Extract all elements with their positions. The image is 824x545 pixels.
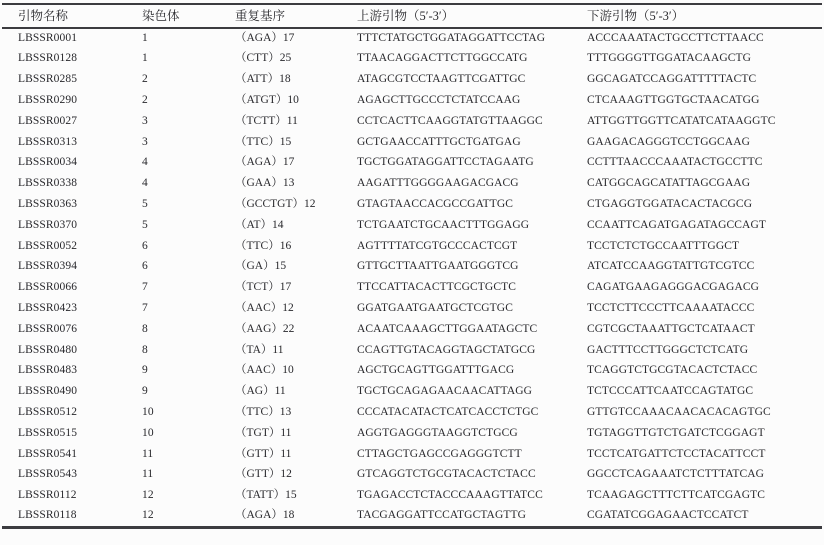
cell-primer-name: LBSSR0118 [18, 509, 77, 522]
cell-primer-name: LBSSR0290 [18, 94, 78, 107]
col-header-reverse-primer: 下游引物（5′-3′） [587, 8, 685, 23]
cell-reverse-primer: TCCTCTTCCCTTCAAAATACCC [587, 302, 755, 314]
cell-reverse-primer: GGCCTCAGAAATCTCTTTATCAG [587, 468, 765, 481]
table-row [2, 402, 822, 423]
table-row [2, 49, 822, 70]
cell-primer-name: LBSSR0027 [18, 114, 78, 127]
cell-chromosome: 12 [142, 509, 154, 522]
cell-reverse-primer: TCCTCATGATTCTCCTACATTCCT [587, 447, 766, 460]
cell-reverse-primer: TTTGGGGTTGGATACAAGCTG [587, 52, 752, 65]
cell-forward-primer: CTTAGCTGAGCCGAGGGTCTT [357, 447, 522, 460]
cell-repeat-motif: （TTC）16 [235, 239, 292, 252]
cell-reverse-primer: CATGGCAGCATATTAGCGAAG [587, 177, 751, 190]
cell-reverse-primer: GACTTTCCTTGGGCTCTCATG [587, 343, 749, 356]
table-row [2, 236, 822, 257]
cell-primer-name: LBSSR0052 [18, 239, 78, 252]
cell-chromosome: 12 [142, 489, 154, 502]
cell-primer-name: LBSSR0512 [18, 405, 78, 418]
ssr-primer-table-container [2, 3, 822, 529]
cell-chromosome: 3 [142, 135, 148, 148]
table-row [2, 506, 822, 527]
cell-repeat-motif: （AAG）22 [235, 322, 295, 335]
col-header-chromosome: 染色体 [142, 8, 180, 23]
cell-repeat-motif: （ATT）18 [235, 73, 291, 86]
cell-forward-primer: TTAACAGGACTTCTTGGCCATG [357, 52, 528, 65]
cell-reverse-primer: ATTGGTTGGTTCATATCATAAGGTC [587, 114, 776, 127]
cell-forward-primer: GTAGTAACCACGCCGATTGC [357, 198, 514, 211]
cell-repeat-motif: （CTT）25 [235, 52, 292, 65]
table-row [2, 215, 822, 236]
cell-chromosome: 2 [142, 73, 148, 86]
cell-reverse-primer: CCAATTCAGATGAGATAGCCAGT [587, 218, 766, 231]
cell-primer-name: LBSSR0001 [18, 32, 78, 45]
cell-repeat-motif: （GTT）11 [235, 447, 292, 460]
col-header-forward-primer: 上游引物（5′-3′） [357, 8, 455, 23]
cell-primer-name: LBSSR0423 [18, 302, 78, 314]
cell-primer-name: LBSSR0128 [18, 52, 78, 65]
cell-reverse-primer: CCTTTAACCCAAATACTGCCTTC [587, 156, 763, 169]
header-row [2, 4, 822, 28]
cell-primer-name: LBSSR0480 [18, 343, 78, 356]
cell-reverse-primer: ACCCAAATACTGCCTTCTTAACC [587, 32, 764, 45]
cell-repeat-motif: （TA）11 [235, 343, 284, 356]
cell-repeat-motif: （GA）15 [235, 260, 287, 273]
cell-primer-name: LBSSR0543 [18, 468, 78, 481]
cell-primer-name: LBSSR0483 [18, 364, 78, 377]
cell-repeat-motif: （AGA）17 [235, 32, 295, 45]
cell-forward-primer: AAGATTTGGGGAAGACGACG [357, 177, 519, 190]
table-row [2, 174, 822, 195]
cell-chromosome: 10 [142, 405, 154, 418]
table-row [2, 132, 822, 153]
cell-repeat-motif: （AGA）18 [235, 509, 295, 522]
cell-primer-name: LBSSR0285 [18, 73, 78, 86]
cell-forward-primer: GCTGAACCATTTGCTGATGAG [357, 135, 521, 148]
cell-reverse-primer: TGTAGGTTGTCTGATCTCGGAGT [587, 426, 765, 439]
cell-forward-primer: CCCATACATACTCATCACCTCTGC [357, 405, 539, 418]
cell-forward-primer: ATAGCGTCCTAAGTTCGATTGC [357, 73, 526, 86]
table-row [2, 319, 822, 340]
cell-primer-name: LBSSR0076 [18, 322, 78, 335]
cell-repeat-motif: （GCCTGT）12 [235, 198, 316, 211]
cell-forward-primer: TGCTGCAGAGAACAACATTAGG [357, 385, 533, 398]
cell-reverse-primer: TCAGGTCTGCGTACACTCTACC [587, 364, 758, 377]
table-row [2, 28, 822, 49]
cell-primer-name: LBSSR0112 [18, 489, 77, 502]
cell-reverse-primer: TCTCCCATTCAATCCAGTATGC [587, 385, 754, 398]
cell-repeat-motif: （AT）14 [235, 218, 284, 231]
cell-reverse-primer: TCAAGAGCTTTCTTCATCGAGTC [587, 489, 765, 502]
cell-forward-primer: GGATGAATGAATGCTCGTGC [357, 302, 513, 314]
cell-forward-primer: TCTGAATCTGCAACTTTGGAGG [357, 218, 530, 231]
table-row [2, 423, 822, 444]
cell-reverse-primer: TCCTCTCTGCCAATTTGGCT [587, 239, 740, 252]
cell-primer-name: LBSSR0338 [18, 177, 78, 190]
table-row [2, 444, 822, 465]
table-row [2, 340, 822, 361]
table-row [2, 70, 822, 91]
cell-reverse-primer: GAAGACAGGGTCCTGGCAAG [587, 135, 750, 148]
cell-chromosome: 2 [142, 94, 148, 107]
table-header [2, 4, 822, 28]
cell-forward-primer: AGTTTTATCGTGCCCACTCGT [357, 239, 518, 252]
table-row [2, 382, 822, 403]
cell-primer-name: LBSSR0034 [18, 156, 78, 169]
cell-repeat-motif: （GAA）13 [235, 177, 295, 190]
cell-chromosome: 11 [142, 447, 154, 460]
cell-forward-primer: CCTCACTTCAAGGTATGTTAAGGC [357, 114, 543, 127]
cell-chromosome: 7 [142, 302, 148, 314]
cell-reverse-primer: ATCATCCAAGGTATTGTCGTCC [587, 260, 755, 273]
cell-chromosome: 8 [142, 343, 148, 356]
cell-forward-primer: TTTCTATGCTGGATAGGATTCCTAG [357, 32, 546, 45]
ssr-primer-table [2, 3, 822, 529]
cell-reverse-primer: GGCAGATCCAGGATTTTTACTC [587, 73, 757, 86]
table-row [2, 465, 822, 486]
cell-forward-primer: TGAGACCTCTACCCAAAGTTATCC [357, 489, 543, 502]
cell-forward-primer: TGCTGGATAGGATTCCTAGAATG [357, 156, 534, 169]
table-row [2, 111, 822, 132]
cell-primer-name: LBSSR0370 [18, 218, 78, 231]
cell-primer-name: LBSSR0066 [18, 281, 78, 294]
cell-chromosome: 9 [142, 385, 148, 398]
cell-reverse-primer: CGTCGCTAAATTGCTCATAACT [587, 322, 755, 335]
table-row [2, 90, 822, 111]
cell-chromosome: 10 [142, 426, 154, 439]
cell-chromosome: 4 [142, 156, 148, 169]
table-row [2, 361, 822, 382]
cell-primer-name: LBSSR0363 [18, 198, 78, 211]
col-header-repeat-motif: 重复基序 [235, 8, 286, 23]
col-header-primer-name: 引物名称 [18, 8, 69, 23]
cell-forward-primer: AGCTGCAGTTGGATTTGACG [357, 364, 515, 377]
cell-forward-primer: AGGTGAGGGTAAGGTCTGCG [357, 426, 518, 439]
cell-repeat-motif: （AAC）12 [235, 302, 294, 314]
cell-chromosome: 9 [142, 364, 148, 377]
cell-primer-name: LBSSR0541 [18, 447, 78, 460]
cell-repeat-motif: （ATGT）10 [235, 94, 299, 107]
cell-chromosome: 6 [142, 239, 148, 252]
cell-chromosome: 11 [142, 468, 154, 481]
cell-repeat-motif: （GTT）12 [235, 468, 292, 481]
cell-primer-name: LBSSR0394 [18, 260, 78, 273]
cell-forward-primer: AGAGCTTGCCCTCTATCCAAG [357, 94, 521, 107]
table-body [2, 28, 822, 527]
cell-repeat-motif: （TCT）17 [235, 281, 292, 294]
cell-chromosome: 7 [142, 281, 148, 294]
cell-chromosome: 6 [142, 260, 148, 273]
cell-repeat-motif: （TCTT）11 [235, 114, 298, 127]
cell-chromosome: 3 [142, 114, 148, 127]
table-row [2, 194, 822, 215]
cell-reverse-primer: CAGATGAAGAGGGACGAGACG [587, 281, 760, 294]
cell-repeat-motif: （AGA）17 [235, 156, 295, 169]
cell-repeat-motif: （AG）11 [235, 385, 286, 398]
cell-primer-name: LBSSR0515 [18, 426, 78, 439]
cell-primer-name: LBSSR0490 [18, 385, 78, 398]
cell-forward-primer: CCAGTTGTACAGGTAGCTATGCG [357, 343, 536, 356]
cell-chromosome: 5 [142, 218, 148, 231]
cell-chromosome: 8 [142, 322, 148, 335]
cell-repeat-motif: （AAC）10 [235, 364, 294, 377]
cell-forward-primer: TACGAGGATTCCATGCTAGTTG [357, 509, 527, 522]
cell-chromosome: 4 [142, 177, 148, 190]
cell-reverse-primer: CTCAAAGTTGGTGCTAACATGG [587, 94, 760, 107]
cell-forward-primer: GTTGCTTAATTGAATGGGTCG [357, 260, 519, 273]
cell-reverse-primer: CTGAGGTGGATACACTACGCG [587, 198, 753, 211]
cell-forward-primer: TTCCATTACACTTCGCTGCTC [357, 281, 516, 294]
cell-repeat-motif: （TTC）13 [235, 405, 292, 418]
cell-repeat-motif: （TATT）15 [235, 489, 297, 502]
cell-forward-primer: ACAATCAAAGCTTGGAATAGCTC [357, 322, 538, 335]
table-row [2, 153, 822, 174]
cell-repeat-motif: （TGT）11 [235, 426, 292, 439]
cell-forward-primer: GTCAGGTCTGCGTACACTCTACC [357, 468, 536, 481]
cell-chromosome: 1 [142, 32, 148, 45]
table-row [2, 278, 822, 299]
cell-chromosome: 1 [142, 52, 148, 65]
cell-repeat-motif: （TTC）15 [235, 135, 292, 148]
cell-reverse-primer: CGATATCGGAGAACTCCATCT [587, 509, 749, 522]
table-row [2, 257, 822, 278]
cell-primer-name: LBSSR0313 [18, 135, 78, 148]
table-row [2, 298, 822, 319]
table-row [2, 486, 822, 507]
cell-chromosome: 5 [142, 198, 148, 211]
cell-reverse-primer: GTTGTCCAAACAACACACAGTGC [587, 405, 771, 418]
